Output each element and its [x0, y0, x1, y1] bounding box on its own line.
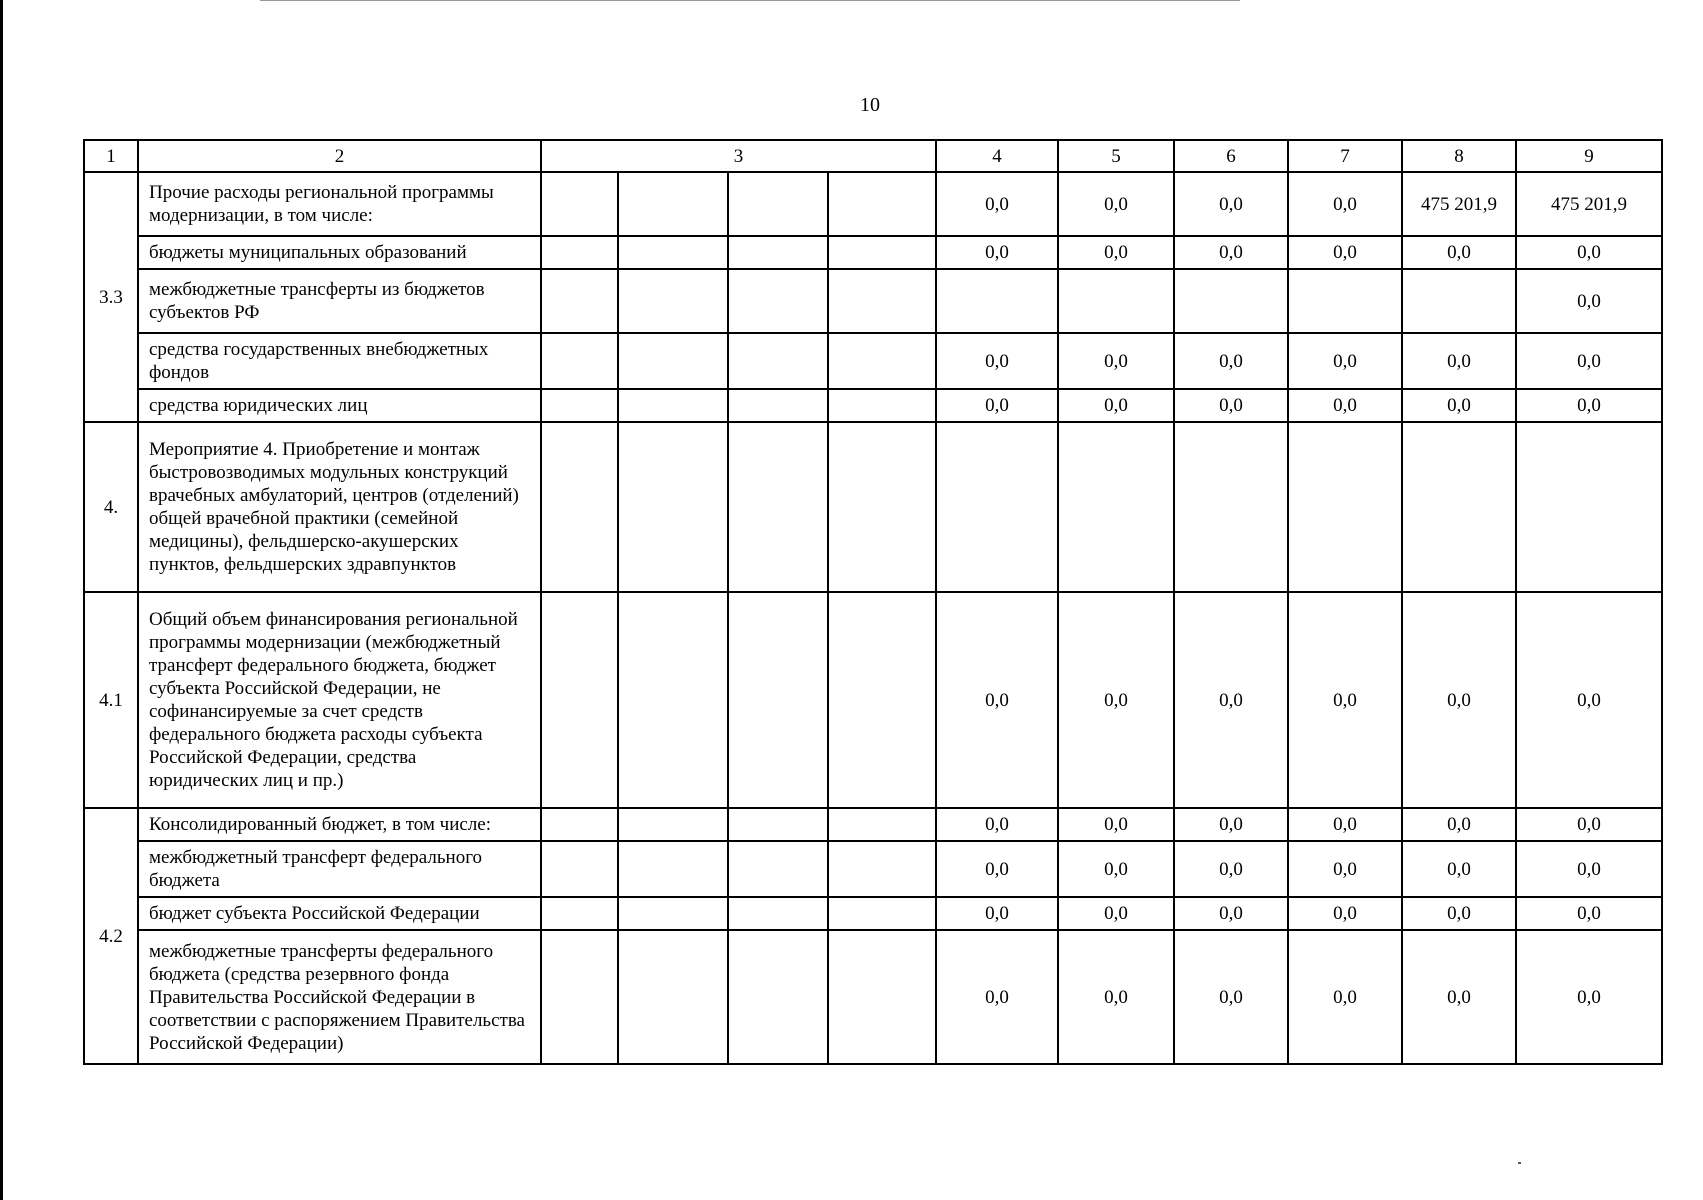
col3-sub-cell	[541, 930, 618, 1064]
row-description: Консолидированный бюджет, в том числе:	[138, 808, 541, 841]
col3-sub-cell	[541, 172, 618, 236]
value-cell-col-7: 0,0	[1288, 333, 1402, 389]
value-cell-col-5: 0,0	[1058, 333, 1174, 389]
value-cell-col-4: 0,0	[936, 236, 1058, 269]
table-row	[84, 389, 1662, 422]
col3-sub-cell	[618, 422, 728, 592]
value-cell-col-7: 0,0	[1288, 389, 1402, 422]
col3-sub-cell	[618, 333, 728, 389]
value-cell-col-9: 0,0	[1516, 269, 1662, 333]
col3-sub-cell	[541, 389, 618, 422]
col3-sub-cell	[828, 269, 936, 333]
value-cell-col-5: 0,0	[1058, 389, 1174, 422]
value-cell-col-9: 0,0	[1516, 841, 1662, 897]
value-cell-col-7: 0,0	[1288, 930, 1402, 1064]
value-cell-col-4: 0,0	[936, 897, 1058, 930]
value-cell-col-8	[1402, 422, 1516, 592]
value-cell-col-4	[936, 269, 1058, 333]
value-cell-col-6: 0,0	[1174, 808, 1288, 841]
row-description: межбюджетные трансферты из бюджетов субъектов РФ	[138, 269, 541, 333]
item-number: 3.3	[84, 172, 138, 422]
col3-sub-cell	[618, 930, 728, 1064]
header-col-8: 8	[1402, 140, 1516, 172]
value-cell-col-5: 0,0	[1058, 841, 1174, 897]
row-description: средства государственных внебюджетных фондов	[138, 333, 541, 389]
value-cell-col-4: 0,0	[936, 333, 1058, 389]
col3-sub-cell	[618, 172, 728, 236]
value-cell-col-6	[1174, 269, 1288, 333]
col3-sub-cell	[618, 236, 728, 269]
col3-sub-cell	[728, 333, 828, 389]
value-cell-col-6: 0,0	[1174, 592, 1288, 808]
value-cell-col-5: 0,0	[1058, 897, 1174, 930]
col3-sub-cell	[541, 236, 618, 269]
header-col-1: 1	[84, 140, 138, 172]
col3-sub-cell	[541, 808, 618, 841]
row-description: бюджеты муниципальных образований	[138, 236, 541, 269]
col3-sub-cell	[728, 389, 828, 422]
value-cell-col-7	[1288, 269, 1402, 333]
value-cell-col-5	[1058, 269, 1174, 333]
col3-sub-cell	[618, 808, 728, 841]
col3-sub-cell	[728, 808, 828, 841]
item-number: 4.	[84, 422, 138, 592]
header-col-6: 6	[1174, 140, 1288, 172]
value-cell-col-4: 0,0	[936, 389, 1058, 422]
col3-sub-cell	[728, 422, 828, 592]
value-cell-col-5: 0,0	[1058, 172, 1174, 236]
table-row	[84, 930, 1662, 1064]
value-cell-col-6: 0,0	[1174, 333, 1288, 389]
col3-sub-cell	[728, 269, 828, 333]
value-cell-col-9: 0,0	[1516, 930, 1662, 1064]
header-col-7: 7	[1288, 140, 1402, 172]
value-cell-col-4: 0,0	[936, 930, 1058, 1064]
col3-sub-cell	[828, 389, 936, 422]
value-cell-col-6: 0,0	[1174, 841, 1288, 897]
col3-sub-cell	[828, 422, 936, 592]
value-cell-col-8	[1402, 269, 1516, 333]
page-number: 10	[860, 94, 880, 116]
value-cell-col-7	[1288, 422, 1402, 592]
col3-sub-cell	[728, 592, 828, 808]
col3-sub-cell	[828, 841, 936, 897]
table-row	[84, 236, 1662, 269]
item-number: 4.1	[84, 592, 138, 808]
header-col-4: 4	[936, 140, 1058, 172]
table-row	[84, 269, 1662, 333]
col3-sub-cell	[828, 592, 936, 808]
value-cell-col-6: 0,0	[1174, 930, 1288, 1064]
value-cell-col-5	[1058, 422, 1174, 592]
col3-sub-cell	[541, 333, 618, 389]
col3-sub-cell	[541, 592, 618, 808]
col3-sub-cell	[541, 897, 618, 930]
row-description: бюджет субъекта Российской Федерации	[138, 897, 541, 930]
value-cell-col-5: 0,0	[1058, 808, 1174, 841]
value-cell-col-9: 0,0	[1516, 808, 1662, 841]
header-col-3: 3	[541, 140, 936, 172]
value-cell-col-4: 0,0	[936, 841, 1058, 897]
value-cell-col-4: 0,0	[936, 592, 1058, 808]
value-cell-col-4	[936, 422, 1058, 592]
col3-sub-cell	[728, 841, 828, 897]
table-row	[84, 333, 1662, 389]
table-row	[84, 841, 1662, 897]
value-cell-col-4: 0,0	[936, 808, 1058, 841]
row-description: средства юридических лиц	[138, 389, 541, 422]
row-description: Общий объем финансирования региональной программы модернизации (межбюджетный трансферт федерального бюджета, бюджет субъекта Российской Федерации, не софинансируемые за счет средств федерального бюджета расходы субъекта Российской Федерации, средства юридических лиц и пр.)	[138, 592, 541, 808]
col3-sub-cell	[828, 333, 936, 389]
header-col-2: 2	[138, 140, 541, 172]
value-cell-col-8: 0,0	[1402, 897, 1516, 930]
value-cell-col-8: 0,0	[1402, 808, 1516, 841]
value-cell-col-7: 0,0	[1288, 172, 1402, 236]
item-number: 4.2	[84, 808, 138, 1064]
value-cell-col-7: 0,0	[1288, 236, 1402, 269]
table-body	[84, 172, 1662, 1064]
value-cell-col-6: 0,0	[1174, 897, 1288, 930]
col3-sub-cell	[618, 841, 728, 897]
value-cell-col-9: 0,0	[1516, 592, 1662, 808]
scan-top-line	[260, 0, 1240, 1]
value-cell-col-5: 0,0	[1058, 592, 1174, 808]
value-cell-col-7: 0,0	[1288, 592, 1402, 808]
row-description: межбюджетные трансферты федерального бюджета (средства резервного фонда Правительства Российской Федерации в соответствии с распоряжением Правительства Российской Федерации)	[138, 930, 541, 1064]
col3-sub-cell	[541, 422, 618, 592]
value-cell-col-9: 0,0	[1516, 236, 1662, 269]
table-row	[84, 172, 1662, 236]
col3-sub-cell	[728, 930, 828, 1064]
table-row	[84, 592, 1662, 808]
row-description: Прочие расходы региональной программы модернизации, в том числе:	[138, 172, 541, 236]
value-cell-col-9: 0,0	[1516, 389, 1662, 422]
value-cell-col-8: 0,0	[1402, 333, 1516, 389]
value-cell-col-6: 0,0	[1174, 236, 1288, 269]
value-cell-col-8: 0,0	[1402, 841, 1516, 897]
value-cell-col-9: 475 201,9	[1516, 172, 1662, 236]
value-cell-col-9	[1516, 422, 1662, 592]
value-cell-col-7: 0,0	[1288, 897, 1402, 930]
value-cell-col-6: 0,0	[1174, 389, 1288, 422]
col3-sub-cell	[828, 236, 936, 269]
col3-sub-cell	[728, 236, 828, 269]
value-cell-col-8: 0,0	[1402, 592, 1516, 808]
col3-sub-cell	[541, 841, 618, 897]
col3-sub-cell	[618, 592, 728, 808]
header-col-5: 5	[1058, 140, 1174, 172]
value-cell-col-5: 0,0	[1058, 236, 1174, 269]
col3-sub-cell	[618, 269, 728, 333]
col3-sub-cell	[728, 172, 828, 236]
value-cell-col-6: 0,0	[1174, 172, 1288, 236]
value-cell-col-8: 475 201,9	[1402, 172, 1516, 236]
value-cell-col-7: 0,0	[1288, 841, 1402, 897]
value-cell-col-8: 0,0	[1402, 930, 1516, 1064]
value-cell-col-5: 0,0	[1058, 930, 1174, 1064]
table-row	[84, 422, 1662, 592]
col3-sub-cell	[618, 897, 728, 930]
col3-sub-cell	[828, 172, 936, 236]
col3-sub-cell	[728, 897, 828, 930]
header-col-9: 9	[1516, 140, 1662, 172]
value-cell-col-8: 0,0	[1402, 236, 1516, 269]
value-cell-col-7: 0,0	[1288, 808, 1402, 841]
value-cell-col-9: 0,0	[1516, 897, 1662, 930]
scan-left-edge	[0, 0, 3, 1200]
scan-dot	[1518, 1162, 1521, 1164]
table-row	[84, 897, 1662, 930]
col3-sub-cell	[828, 897, 936, 930]
col3-sub-cell	[828, 930, 936, 1064]
value-cell-col-9: 0,0	[1516, 333, 1662, 389]
row-description: Мероприятие 4. Приобретение и монтаж быстровозводимых модульных конструкций врачебных амбулаторий, центров (отделений) общей врачебной практики (семейной медицины), фельдшерско-акушерских пунктов, фельдшерских здравпунктов	[138, 422, 541, 592]
table-row	[84, 808, 1662, 841]
col3-sub-cell	[828, 808, 936, 841]
value-cell-col-6	[1174, 422, 1288, 592]
value-cell-col-8: 0,0	[1402, 389, 1516, 422]
col3-sub-cell	[618, 389, 728, 422]
header-row	[84, 140, 1662, 172]
row-description: межбюджетный трансферт федерального бюджета	[138, 841, 541, 897]
col3-sub-cell	[541, 269, 618, 333]
funding-table	[83, 139, 1663, 1065]
value-cell-col-4: 0,0	[936, 172, 1058, 236]
